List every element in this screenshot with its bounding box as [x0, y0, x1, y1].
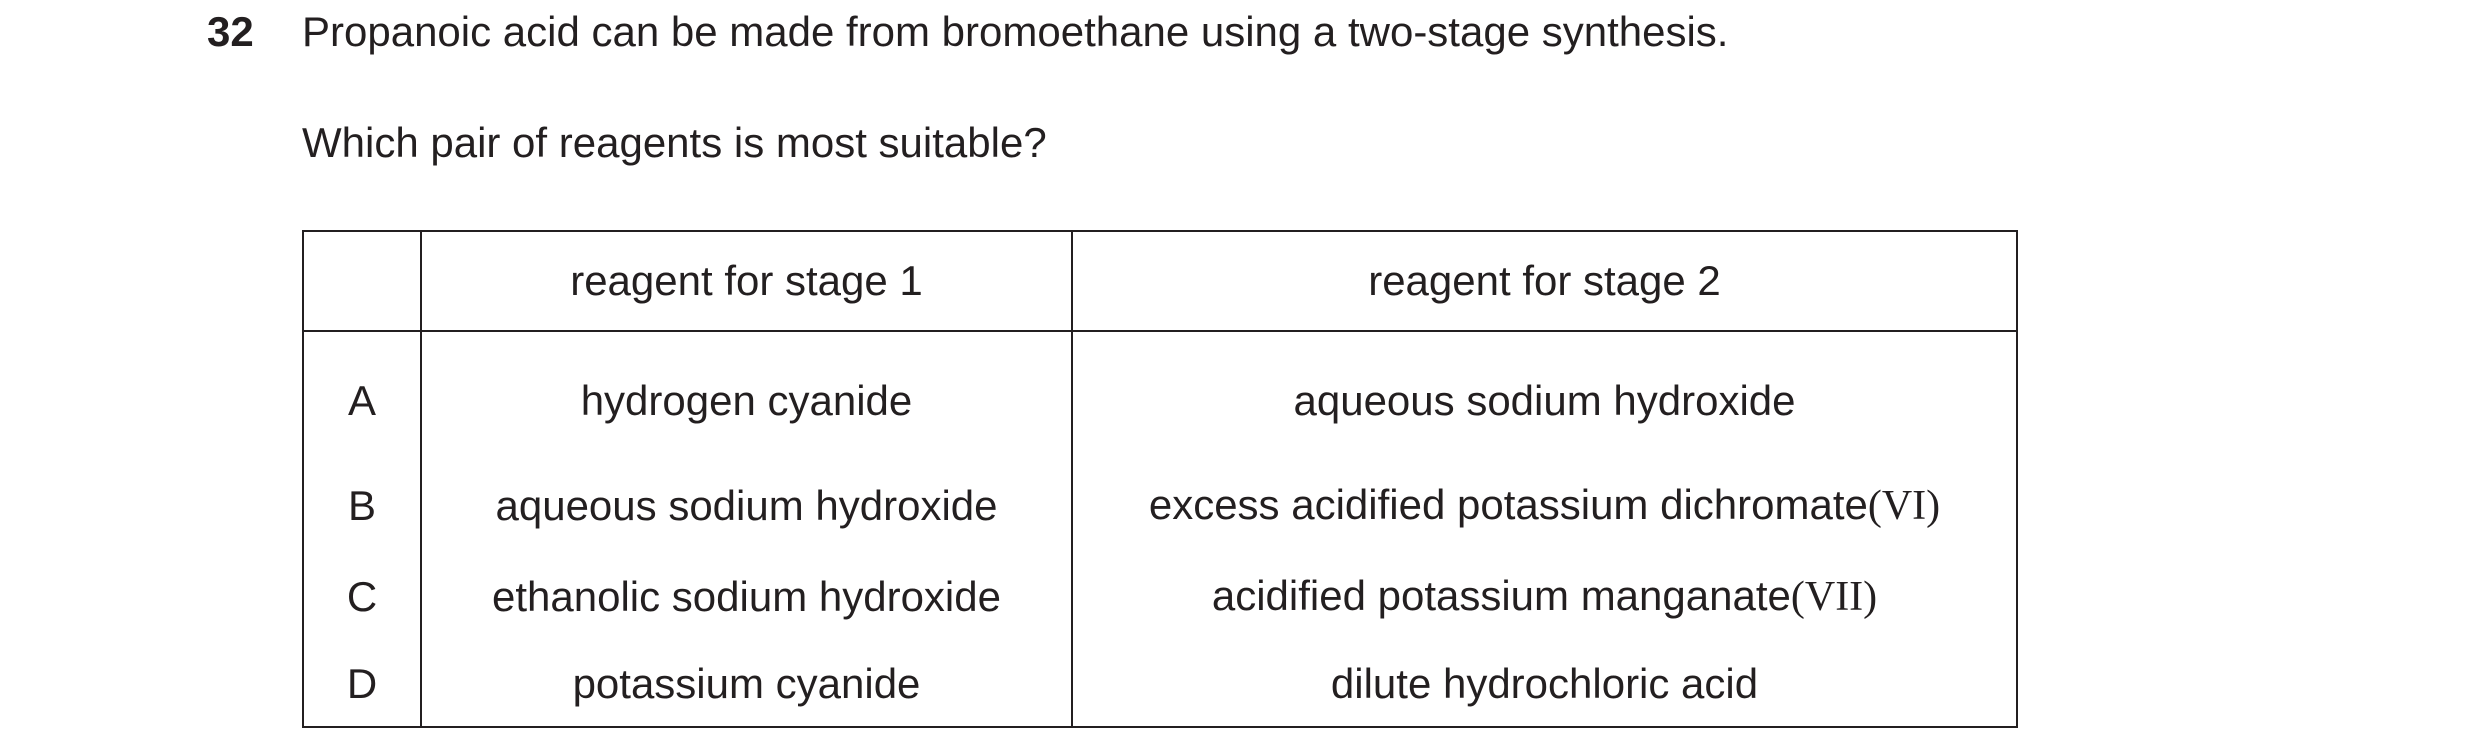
stage-1-reagent: potassium cyanide [421, 642, 1072, 727]
header-blank [303, 231, 421, 331]
question-prompt: Which pair of reagents is most suitable? [302, 119, 1047, 166]
stage-2-reagent [1072, 331, 2017, 460]
stage-2-reagent [1072, 551, 2017, 642]
option-row-c [303, 551, 2017, 642]
stage-1-reagent: aqueous sodium hydroxide [421, 460, 1072, 551]
oxidation-state: (VII) [1790, 574, 1878, 620]
question-stem: Propanoic acid can be made from bromoethane using a two-stage synthesis. [302, 8, 1729, 55]
stage-2-reagent-text: excess acidified potassium dichromate [1148, 481, 1868, 528]
answer-table [302, 230, 2018, 728]
option-letter: A [303, 331, 421, 460]
stage-2-reagent-text: acidified potassium manganate [1211, 572, 1791, 619]
header-stage-1: reagent for stage 1 [421, 231, 1072, 331]
option-row-a [303, 331, 2017, 460]
option-row-d [303, 642, 2017, 727]
option-letter: B [303, 460, 421, 551]
question-number: 32 [207, 8, 254, 55]
option-row-b [303, 460, 2017, 551]
stage-2-reagent [1072, 460, 2017, 551]
stage-2-reagent-text: aqueous sodium hydroxide [1293, 376, 1796, 424]
option-letter: D [303, 642, 421, 727]
stage-1-reagent: ethanolic sodium hydroxide [421, 551, 1072, 642]
stage-1-reagent: hydrogen cyanide [421, 331, 1072, 460]
oxidation-state: (VI) [1867, 483, 1941, 529]
table-header-row [303, 231, 2017, 331]
header-stage-2: reagent for stage 2 [1072, 231, 2017, 331]
stage-2-reagent [1072, 642, 2017, 727]
stage-2-reagent-text: dilute hydrochloric acid [1330, 659, 1759, 707]
option-letter: C [303, 551, 421, 642]
